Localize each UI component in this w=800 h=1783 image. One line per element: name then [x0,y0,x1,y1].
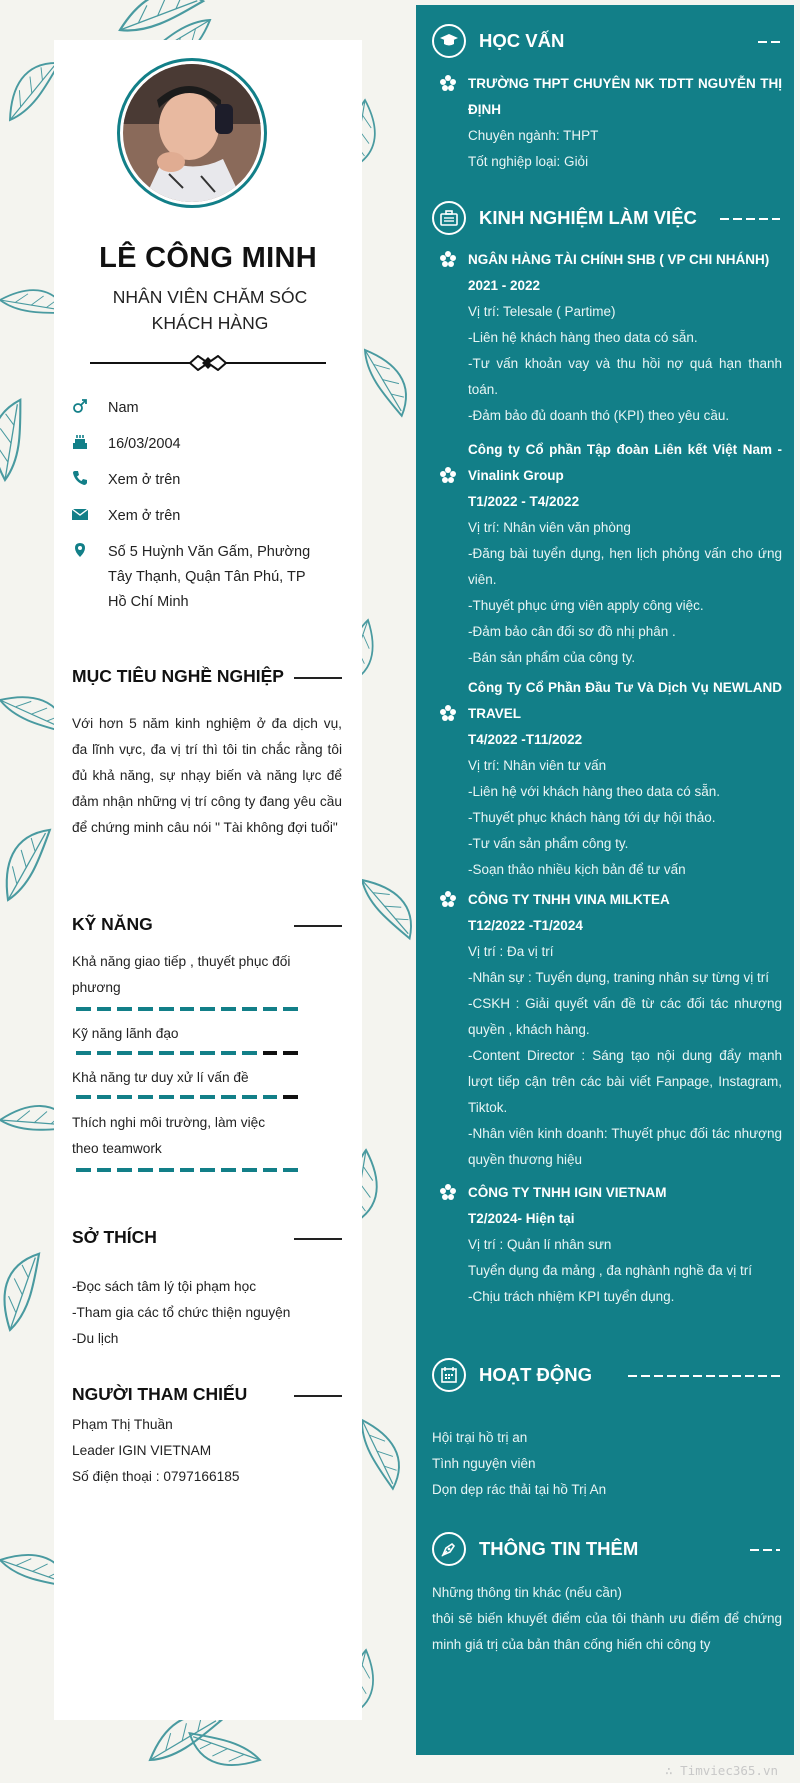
skill-bar-segment [97,1168,112,1172]
reference-section-header [72,1384,342,1408]
education-heading-dash [758,41,780,43]
job-detail: Vị trí: Nhân viên văn phòng [468,520,631,535]
job-detail: -Thuyết phục ứng viên apply công việc. [468,598,704,613]
job-period: T12/2022 -T1/2024 [468,918,583,933]
company-name: Công Ty Cổ Phần Đầu Tư Và Dịch Vụ NEWLAND TRAVEL [468,680,782,721]
hobbies-heading-line [294,1238,342,1240]
flower-bullet-icon [440,705,456,721]
skill-bar-segment [221,1007,236,1011]
hobbies-section-header [72,1227,342,1251]
extra-info-line: thôi sẽ biến khuyết điểm của tôi thành ưu điểm để chứng minh giá trị của bản thân cống hiến chi công ty [432,1611,782,1652]
job-detail: -Đảm bảo đủ doanh thó (KPI) theo yêu cầu. [468,408,730,423]
skill-bar-segment [76,1051,91,1055]
job-detail: -Thuyết phục khách hàng tới dự hội thảo. [468,810,716,825]
skill-bar-segment [221,1095,236,1099]
skill-bar-segment [138,1007,153,1011]
skill-bar-segment [117,1168,132,1172]
skill-bar-segment [221,1051,236,1055]
education-major: Chuyên ngành: THPT [468,128,599,143]
email-text: Xem ở trên [108,508,181,524]
job-detail: -Liên hệ khách hàng theo data có sẵn. [468,330,698,345]
hobby-item: -Tham gia các tổ chức thiện nguyện [72,1305,291,1320]
job-period: 2021 - 2022 [468,278,541,293]
cake-icon [72,434,88,450]
skill-bar [76,1168,298,1172]
reference-name: Phạm Thị Thuần [72,1417,173,1432]
education-heading: HỌC VẤN [479,30,565,51]
skill-bar-segment [242,1168,257,1172]
flower-bullet-icon [440,1184,456,1200]
job-detail: -Soạn thảo nhiều kịch bản để tư vấn [468,862,686,877]
avatar-photo [123,64,261,202]
flower-bullet-icon [440,467,456,483]
skills-heading-line [294,925,342,927]
job-period: T1/2022 - T4/2022 [468,494,580,509]
skill-bar-segment [263,1051,278,1055]
birthday-text: 16/03/2004 [108,436,181,452]
skill-bar-segment [180,1051,195,1055]
address-text: Số 5 Huỳnh Văn Gấm, Phường Tây Thạnh, Quận Tân Phú, TP Hồ Chí Minh [108,544,311,610]
reference-list [72,1412,342,1490]
skill-bar-segment [180,1168,195,1172]
map-pin-icon [72,542,88,558]
job-detail: -Chịu trách nhiệm KPI tuyển dụng. [468,1289,675,1304]
activities-heading: HOẠT ĐỘNG [479,1364,593,1385]
company-name: CÔNG TY TNHH IGIN VIETNAM [468,1185,667,1200]
experience-heading: KINH NGHIỆM LÀM VIỆC [479,207,697,228]
skill-bar-segment [283,1007,298,1011]
skill-bar-segment [117,1095,132,1099]
skill-bar-segment [242,1051,257,1055]
hobby-item: -Đọc sách tâm lý tội phạm học [72,1279,257,1294]
activity-item: Tình nguyện viên [432,1456,536,1471]
activities-list [432,1425,782,1503]
skill-bar-segment [242,1007,257,1011]
job-detail: Vị trí: Telesale ( Partime) [468,304,616,319]
experience-entry [440,675,782,883]
flower-bullet-icon [440,75,456,91]
gender-text: Nam [108,400,139,416]
education-grade: Tốt nghiệp loại: Giỏi [468,154,589,169]
skill-bar-segment [200,1051,215,1055]
reference-role: Leader IGIN VIETNAM [72,1443,212,1458]
flower-bullet-icon [440,251,456,267]
experience-heading-dash [720,218,780,220]
activity-item: Dọn dẹp rác thải tại hồ Trị An [432,1482,607,1497]
extra-info-heading-dash [750,1549,780,1551]
job-detail: -Tư vấn khoản vay và thu hồi nợ quá hạn thanh toán. [468,356,782,397]
hobby-item: -Du lịch [72,1331,119,1346]
phone-text: Xem ở trên [108,472,181,488]
skill-bar-segment [76,1095,91,1099]
avatar [117,58,267,208]
skill-label: Thích nghi môi trường, làm việc theo teamwork [72,1115,266,1156]
skill-bar-segment [180,1007,195,1011]
name-divider [90,355,326,371]
school-name: TRƯỜNG THPT CHUYÊN NK TDTT NGUYỄN THỊ ĐỊNH [468,76,782,117]
skill-bar-segment [263,1095,278,1099]
phone-icon [72,470,88,486]
skill-label: Khả năng giao tiếp , thuyết phục đối phương [72,954,291,995]
experience-entry [440,887,782,1173]
skill-bar-segment [242,1095,257,1099]
skill-bar-segment [138,1051,153,1055]
reference-heading-line [294,1395,342,1397]
education-section-header [432,24,780,64]
skill-bar-segment [97,1051,112,1055]
skill-bar-segment [200,1007,215,1011]
skill-bar [76,1051,298,1055]
education-entry [440,71,782,175]
job-detail: -Đảm bảo cân đối sơ đồ nhị phân . [468,624,676,639]
skill-bar-segment [159,1007,174,1011]
job-detail: Vị trí : Đa vị trí [468,944,554,959]
briefcase-icon [432,201,466,235]
skill-bar-segment [159,1095,174,1099]
candidate-name: LÊ CÔNG MINH [99,242,317,274]
skill-label: Khả năng tư duy xử lí vấn đề [72,1070,249,1085]
skills-section-header [72,914,342,938]
skill-bar-segment [97,1007,112,1011]
extra-info-line: Những thông tin khác (nếu cần) [432,1585,622,1600]
job-detail: Vị trí: Nhân viên tư vấn [468,758,607,773]
job-title: NHÂN VIÊN CHĂM SÓC KHÁCH HÀNG [112,287,308,333]
skill-bar-segment [263,1168,278,1172]
extra-info-heading: THÔNG TIN THÊM [479,1538,639,1559]
job-period: T4/2022 -T11/2022 [468,732,583,747]
skill-label: Kỹ năng lãnh đạo [72,1026,179,1041]
skill-bar-segment [159,1168,174,1172]
skill-bar-segment [138,1168,153,1172]
extra-info-section-header [432,1532,780,1572]
objective-text: Với hơn 5 năm kinh nghiệm ở đa dịch vụ, đa lĩnh vực, đa vị trí thì tôi tin chắc rằng tôi đủ khả năng, sự nhạy biến và năng lực để đảm nhận những vị trí công ty đang yêu cầu để chứng minh câu nói " Tài không đợi tuổi" [72,716,342,835]
skill-bar-segment [263,1007,278,1011]
job-detail: -Liên hệ với khách hàng theo data có sẵn. [468,784,721,799]
objective-heading-line [294,677,342,679]
experience-entry [440,247,782,429]
company-name: NGÂN HÀNG TÀI CHÍNH SHB ( VP CHI NHÁNH) [468,252,770,267]
company-name: CÔNG TY TNHH VINA MILKTEA [468,892,670,907]
skill-bar [76,1095,298,1099]
job-detail: -Nhân sự : Tuyển dụng, traning nhân sự từng vị trí [468,970,770,985]
job-detail: Tuyển dụng đa mảng , đa nghành nghề đa vị trí [468,1263,752,1278]
experience-entry [440,1180,782,1310]
experience-section-header [432,201,780,241]
activity-item: Hội trại hồ trị an [432,1430,528,1445]
skill-bar-segment [283,1168,298,1172]
skills-heading: KỸ NĂNG [72,914,153,934]
job-period: T2/2024- Hiện tại [468,1211,575,1226]
company-name: Công ty Cổ phần Tập đoàn Liên kết Việt Nam - Vinalink Group [468,442,782,483]
experience-entry [440,437,782,671]
objective-heading: MỤC TIÊU NGHỀ NGHIỆP [72,666,284,686]
reference-heading: NGƯỜI THAM CHIẾU [72,1384,248,1404]
hobbies-heading: SỞ THÍCH [72,1227,157,1247]
activities-section-header [432,1358,780,1398]
watermark: ∴ Timviec365.vn [665,1763,778,1778]
skill-bar-segment [200,1168,215,1172]
job-detail: -Content Director : Sáng tạo nội dung đẩy mạnh lượt tiếp cận trên các bài viết Fanpage, Instagram, Tiktok. [468,1048,782,1115]
envelope-icon [72,506,88,522]
skill-bar-segment [283,1095,298,1099]
skill-bar-segment [117,1051,132,1055]
reference-phone: Số điện thoại : 0797166185 [72,1469,240,1484]
skill-bar-segment [221,1168,236,1172]
skill-bar-segment [283,1051,298,1055]
skill-bar-segment [138,1095,153,1099]
pen-nib-icon [432,1532,466,1566]
skill-bar-segment [180,1095,195,1099]
hobbies-list [72,1274,342,1352]
skill-bar-segment [76,1168,91,1172]
objective-section-header [72,666,342,690]
skill-bar-segment [76,1007,91,1011]
skill-bar-segment [159,1051,174,1055]
skill-bar [76,1007,298,1011]
extra-info-text [432,1580,782,1658]
job-detail: -CSKH : Giải quyết vấn đề từ các đối tác nhượng quyền , khách hàng. [468,996,782,1037]
job-detail: -Tư vấn sản phẩm công ty. [468,836,629,851]
job-detail: Vị trí : Quản lí nhân sưn [468,1237,612,1252]
job-detail: -Bán sản phẩm của công ty. [468,650,636,665]
job-detail: -Nhân viên kinh doanh: Thuyết phục đối tác nhượng quyền thương hiệu [468,1126,782,1167]
job-detail: -Đăng bài tuyển dụng, hẹn lịch phỏng vấn cho ứng viên. [468,546,782,587]
graduation-cap-icon [432,24,466,58]
skill-bar-segment [97,1095,112,1099]
calendar-icon [432,1358,466,1392]
activities-heading-dash [628,1375,780,1377]
gender-icon [72,398,88,414]
skill-bar-segment [200,1095,215,1099]
skill-bar-segment [117,1007,132,1011]
flower-bullet-icon [440,891,456,907]
